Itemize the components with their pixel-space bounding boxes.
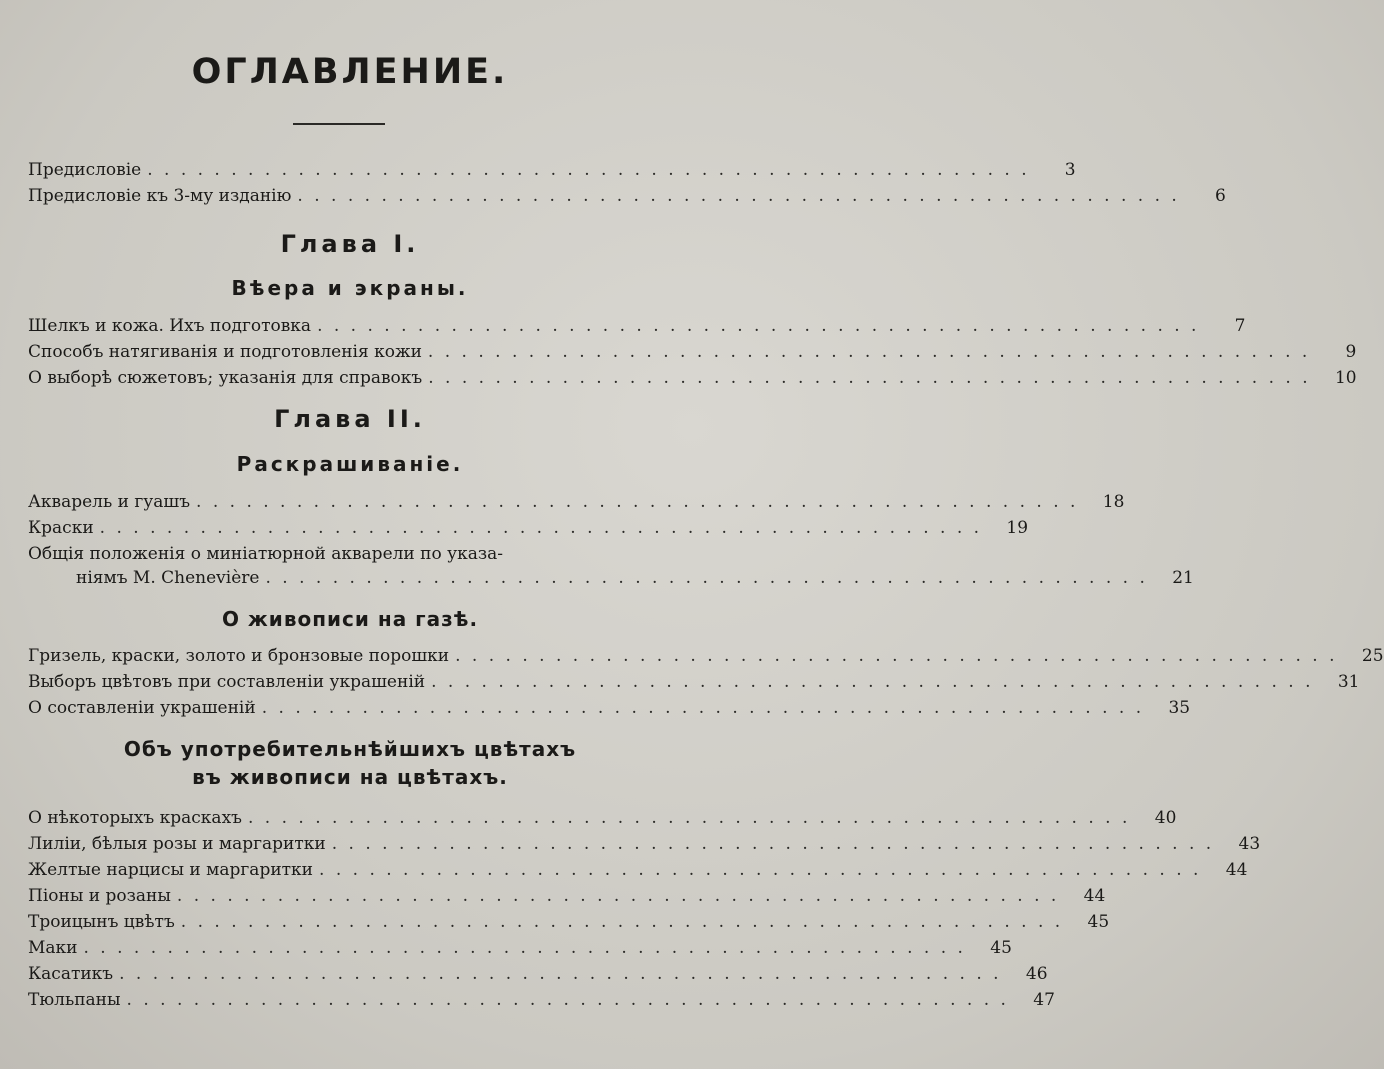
toc-label: Шелкъ и кожа. Ихъ подготовка <box>28 316 312 336</box>
toc-label: Способъ натягиванія и подготовленія кожи <box>28 342 422 362</box>
toc-entry <box>28 834 1261 858</box>
dot-leader: . . . . . . . . . . . . . . . . . . . . . . . . . . . . . . . . . . . . . . . . . . . . . . . . . . . . . <box>331 834 1215 854</box>
dot-leader: . . . . . . . . . . . . . . . . . . . . . . . . . . . . . . . . . . . . . . . . . . . . . . . . . . . . . <box>428 368 1311 388</box>
toc-entry <box>28 646 1384 670</box>
dot-leader: . . . . . . . . . . . . . . . . . . . . . . . . . . . . . . . . . . . . . . . . . . . . . . . . . . . . . <box>317 316 1200 336</box>
toc-entry <box>28 938 1012 962</box>
dot-leader: . . . . . . . . . . . . . . . . . . . . . . . . . . . . . . . . . . . . . . . . . . . . . . . . . . . . . <box>427 342 1311 362</box>
toc-label: Тюльпаны <box>28 990 121 1010</box>
page-title: ОГЛАВЛЕНИЕ. <box>191 52 509 92</box>
toc-label: О нѣкоторыхъ краскахъ <box>28 808 242 828</box>
toc-entry <box>28 492 1125 516</box>
toc-entry <box>28 964 1048 988</box>
toc-page: 6 <box>1214 186 1226 206</box>
toc-entry <box>28 316 1246 340</box>
chapter-heading: Глава II. <box>274 405 426 433</box>
toc-label: Гризель, краски, золото и бронзовые порошки <box>28 646 450 666</box>
toc-label: ніямъ M. Chenevière <box>76 568 260 588</box>
dot-leader: . . . . . . . . . . . . . . . . . . . . . . . . . . . . . . . . . . . . . . . . . . . . . . . . . . . . . <box>247 808 1131 828</box>
toc-entry <box>28 672 1360 696</box>
toc-label: О выборѣ сюжетовъ; указанія для справокъ <box>28 368 423 388</box>
toc-entry <box>28 860 1248 884</box>
dot-leader: . . . . . . . . . . . . . . . . . . . . . . . . . . . . . . . . . . . . . . . . . . . . . . . . . . . . . <box>265 568 1148 588</box>
dot-leader: . . . . . . . . . . . . . . . . . . . . . . . . . . . . . . . . . . . . . . . . . . . . . . . . . . . . . <box>196 492 1079 512</box>
dot-leader: . . . . . . . . . . . . . . . . . . . . . . . . . . . . . . . . . . . . . . . . . . . . . . . . . . . . . <box>119 964 1002 984</box>
toc-page: 45 <box>1087 912 1110 932</box>
dot-leader: . . . . . . . . . . . . . . . . . . . . . . . . . . . . . . . . . . . . . . . . . . . . . . . . . . . . . <box>180 912 1064 932</box>
toc-entry <box>28 698 1191 722</box>
toc-page: 31 <box>1337 672 1360 692</box>
section-heading: въ живописи на цвѣтахъ. <box>192 765 508 789</box>
toc-page: 25 <box>1361 646 1384 666</box>
dot-leader: . . . . . . . . . . . . . . . . . . . . . . . . . . . . . . . . . . . . . . . . . . . . . . . . . . . . . <box>83 938 966 958</box>
toc-page: 18 <box>1102 492 1125 512</box>
toc-label: Предисловіе къ 3-му изданію <box>28 186 292 206</box>
toc-page: 21 <box>1172 568 1194 588</box>
toc-page: 19 <box>1006 518 1029 538</box>
toc-page: 47 <box>1033 990 1055 1010</box>
section-heading: Объ употребительнѣйшихъ цвѣтахъ <box>123 737 577 761</box>
toc-label: Желтые нарцисы и маргаритки <box>28 860 314 880</box>
toc-label: Піоны и розаны <box>28 886 171 906</box>
dot-leader: . . . . . . . . . . . . . . . . . . . . . . . . . . . . . . . . . . . . . . . . . . . . . . . . . . . . . <box>261 698 1145 718</box>
toc-page: 7 <box>1234 316 1246 336</box>
toc-entry <box>28 808 1177 832</box>
dot-leader: . . . . . . . . . . . . . . . . . . . . . . . . . . . . . . . . . . . . . . . . . . . . . . . . . . . . . <box>126 990 1009 1010</box>
toc-entry <box>28 518 1029 542</box>
toc-page: 3 <box>1064 160 1076 180</box>
toc-label: Лиліи, бѣлыя розы и маргаритки <box>28 834 326 854</box>
toc-entry <box>28 568 1194 592</box>
title-rule <box>293 123 385 125</box>
section-heading: Вѣера и экраны. <box>231 276 469 300</box>
toc-entry <box>28 368 1357 392</box>
toc-page: 9 <box>1345 342 1357 362</box>
toc-page: 44 <box>1083 886 1106 906</box>
toc-entry <box>28 544 638 568</box>
toc-page: 46 <box>1025 964 1048 984</box>
toc-page: 10 <box>1334 368 1357 388</box>
dot-leader: . . . . . . . . . . . . . . . . . . . . . . . . . . . . . . . . . . . . . . . . . . . . . . . . . . . . . <box>99 518 983 538</box>
dot-leader: . . . . . . . . . . . . . . . . . . . . . . . . . . . . . . . . . . . . . . . . . . . . . . . . . . . . . <box>297 186 1180 206</box>
toc-page: 44 <box>1225 860 1248 880</box>
toc-entry <box>28 886 1106 910</box>
dot-leader: . . . . . . . . . . . . . . . . . . . . . . . . . . . . . . . . . . . . . . . . . . . . . . . . . . . . . <box>455 646 1338 666</box>
toc-entry <box>28 912 1110 936</box>
dot-leader: . . . . . . . . . . . . . . . . . . . . . . . . . . . . . . . . . . . . . . . . . . . . . . . . . . . . . <box>319 860 1202 880</box>
toc-page: 40 <box>1154 808 1177 828</box>
toc-page: 43 <box>1238 834 1261 854</box>
toc-entry <box>28 342 1357 366</box>
toc-entry <box>28 186 1226 210</box>
toc-label: Общія положенія о миніатюрной акварели по указа- <box>28 544 504 564</box>
toc-label: Акварель и гуашъ <box>28 492 191 512</box>
section-heading: Раскрашиваніе. <box>236 452 464 476</box>
toc-page: 35 <box>1168 698 1191 718</box>
toc-label: Маки <box>28 938 78 958</box>
toc-label: Предисловіе <box>28 160 142 180</box>
toc-label: Краски <box>28 518 94 538</box>
dot-leader: . . . . . . . . . . . . . . . . . . . . . . . . . . . . . . . . . . . . . . . . . . . . . . . . . . . . . <box>431 672 1314 692</box>
toc-entry <box>28 160 1076 184</box>
toc-entry <box>28 990 1055 1014</box>
toc-page: 45 <box>990 938 1012 958</box>
toc-label: Касатикъ <box>28 964 114 984</box>
toc-label: Троицынъ цвѣтъ <box>28 912 175 932</box>
toc-label: Выборъ цвѣтовъ при составленіи украшеній <box>28 672 426 692</box>
dot-leader: . . . . . . . . . . . . . . . . . . . . . . . . . . . . . . . . . . . . . . . . . . . . . . . . . . . . . <box>176 886 1060 906</box>
chapter-heading: Глава I. <box>280 230 420 258</box>
toc-label: О составленіи украшеній <box>28 698 256 718</box>
section-heading: О живописи на газѣ. <box>221 607 479 631</box>
dot-leader: . . . . . . . . . . . . . . . . . . . . . . . . . . . . . . . . . . . . . . . . . . . . . . . . . . . . . <box>147 160 1030 180</box>
